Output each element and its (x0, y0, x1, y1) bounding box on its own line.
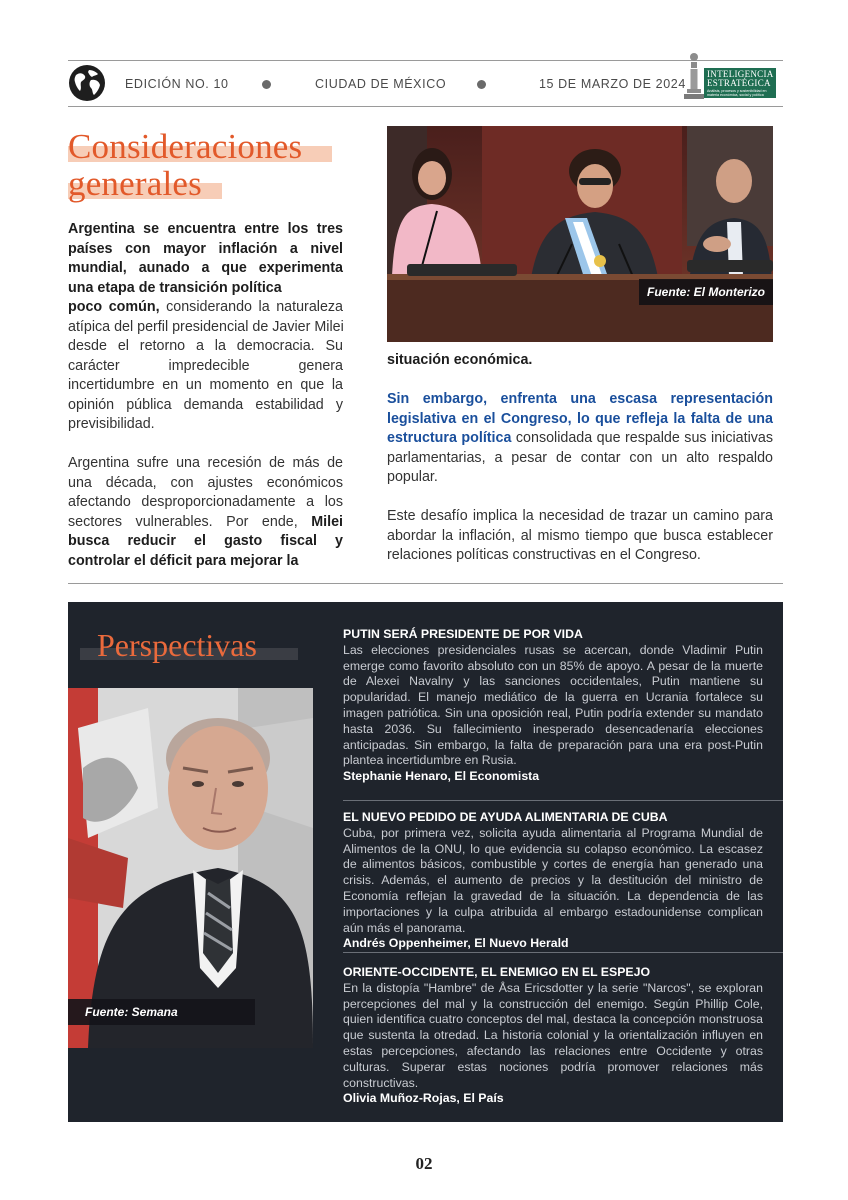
header-bottom-rule (68, 106, 783, 107)
article (343, 965, 763, 1107)
article-heading: EL NUEVO PEDIDO DE AYUDA ALIMENTARIA DE CUBA (343, 810, 668, 824)
section-title (68, 128, 302, 202)
paragraph-line: sectores vulnerables. Por ende, (68, 513, 312, 530)
paragraph-emphasis-line: busca reducir el gasto fiscal y (68, 533, 343, 549)
article-heading: ORIENTE-OCCIDENTE, EL ENEMIGO EN EL ESPEJO (343, 965, 651, 979)
section-title-line: generales (68, 164, 202, 203)
paragraph-line: considerando la naturaleza (159, 299, 343, 315)
brand-logo (704, 68, 776, 98)
paragraph-text: consolidada que respalde sus iniciativas parlamentarias, a pesar de contar con un alto respaldo popular. (387, 430, 773, 485)
lead-line: países con mayor inflación a nivel (68, 240, 343, 257)
lead-line: Argentina se encuentra entre los tres (68, 221, 343, 237)
lead-line: una etapa de transición política (68, 279, 282, 296)
paragraph-line: carácter impredecible genera (68, 357, 343, 374)
paragraph-line: Argentina sufre una recesión de más de (68, 455, 343, 471)
section-title-line: Consideraciones (68, 127, 303, 166)
article-body: Cuba, por primera vez, solicita ayuda alimentaria al Programa Mundial de Alimentos de la ONU, lo que evidencia su colapso económico. La escasez de alimentos básicos, combustible y cortes de energía han generado una crisis. Además, el aumento de precios y la destitución del ministro de Economía reflejan la gravedad de la situación. La dependencia de las importaciones y la culpa atribuida al embargo estadounidense complican aún más el panorama. (343, 825, 763, 935)
paragraph-line: opinión pública demanda estabilidad y (68, 396, 343, 413)
city-label: CIUDAD DE MÉXICO (315, 77, 447, 91)
paragraph-line: atípica del perfil presidencial de Javier Milei (68, 318, 344, 335)
right-column (387, 351, 773, 566)
paragraph: Este desafío implica la necesidad de trazar un camino para abordar la inflación, al mismo tiempo que busca establecer relaciones políticas constructivas en el Congreso. (387, 508, 773, 563)
edition-label: EDICIÓN NO. 10 (125, 77, 229, 91)
photo-caption: Fuente: El Monterizo (639, 279, 773, 305)
putin-photo (68, 688, 313, 1048)
perspectivas-title: Perspectivas (97, 627, 257, 663)
paragraph-emphasis: Milei (311, 513, 343, 530)
section-divider (68, 583, 783, 584)
lead-emphasis: poco común, (68, 299, 160, 315)
article-body: Las elecciones presidenciales rusas se acercan, donde Vladimir Putin emerge como favorito absoluto con un 85% de apoyo. A pesar de la muerte de Alexei Navalny y las sanciones occidentales, Putin mantiene su popularidad. El manejo mediático de la guerra en Ucrania fortalece su imagen patriótica. Sin una oposición real, Putin podría extender su mandato hasta 2036. Su fallecimiento inesperado desencadenaría elecciones anticipadas. Sin embargo, la falta de preparación para una era post-Putin plantea incertidumbre en Rusia. (343, 642, 763, 768)
lead-line: mundial, aunado a que experimenta (68, 260, 343, 276)
logo-line-1: INTELIGENCIA (707, 69, 774, 79)
header-top-rule (68, 60, 783, 61)
milei-congress-photo (387, 126, 773, 342)
article-separator (343, 952, 783, 953)
logo-tagline: Análisis, procesos y sostenibilidad en materia económica, social y política (707, 89, 767, 97)
article-separator (343, 800, 783, 801)
date-label: 15 DE MARZO DE 2024 (539, 77, 686, 91)
photo-caption: Fuente: Semana (68, 999, 255, 1025)
paragraph-continuation: situación económica. (387, 352, 533, 368)
article-source: Andrés Oppenheimer, El Nuevo Herald (343, 936, 569, 951)
paragraph (387, 390, 773, 488)
paragraph-line: una década, con ajustes económicos (68, 474, 343, 491)
article (343, 627, 763, 785)
paragraph-highlight: Sin embargo, enfrenta una escasa representación legislativa en el Congreso, lo que refleja la falta de una estructura política (387, 391, 773, 446)
globe-icon (68, 64, 106, 102)
paragraph-line: afectando desproporcionadamente a los (68, 494, 343, 510)
article-body: En la distopía "Hambre" de Åsa Ericsdotter y la serie "Narcos", se exploran percepciones del mal y la construcción del enemigo. Según Phillip Cole, quien identifica cuatro conceptos del mal, destaca la concepción monstruosa que sustenta la otredad. La historia colonial y la orientalización influyen en estas percepciones, afectando las relaciones entre Occidente y otras culturas. Superar estas nociones podría promover relaciones más constructivas. (343, 980, 763, 1090)
article-heading: PUTIN SERÁ PRESIDENTE DE POR VIDA (343, 627, 583, 641)
article-source: Olivia Muñoz-Rojas, El País (343, 1091, 504, 1106)
logo-line-2: ESTRATÉGICA (707, 78, 771, 88)
paragraph-line: desde el retorno a la democracia. Su (68, 338, 343, 354)
page-number: 02 (415, 1154, 433, 1173)
article-source: Stephanie Henaro, El Economista (343, 769, 540, 784)
left-column (68, 220, 343, 571)
chess-piece-logo-icon (683, 52, 705, 100)
paragraph-line: incertidumbre en un momento en que la (68, 377, 343, 393)
separator-dot (262, 80, 271, 89)
article (343, 810, 763, 952)
paragraph-emphasis-line: controlar el déficit para mejorar la (68, 552, 299, 569)
separator-dot (477, 80, 486, 89)
paragraph-line: previsibilidad. (68, 416, 155, 432)
